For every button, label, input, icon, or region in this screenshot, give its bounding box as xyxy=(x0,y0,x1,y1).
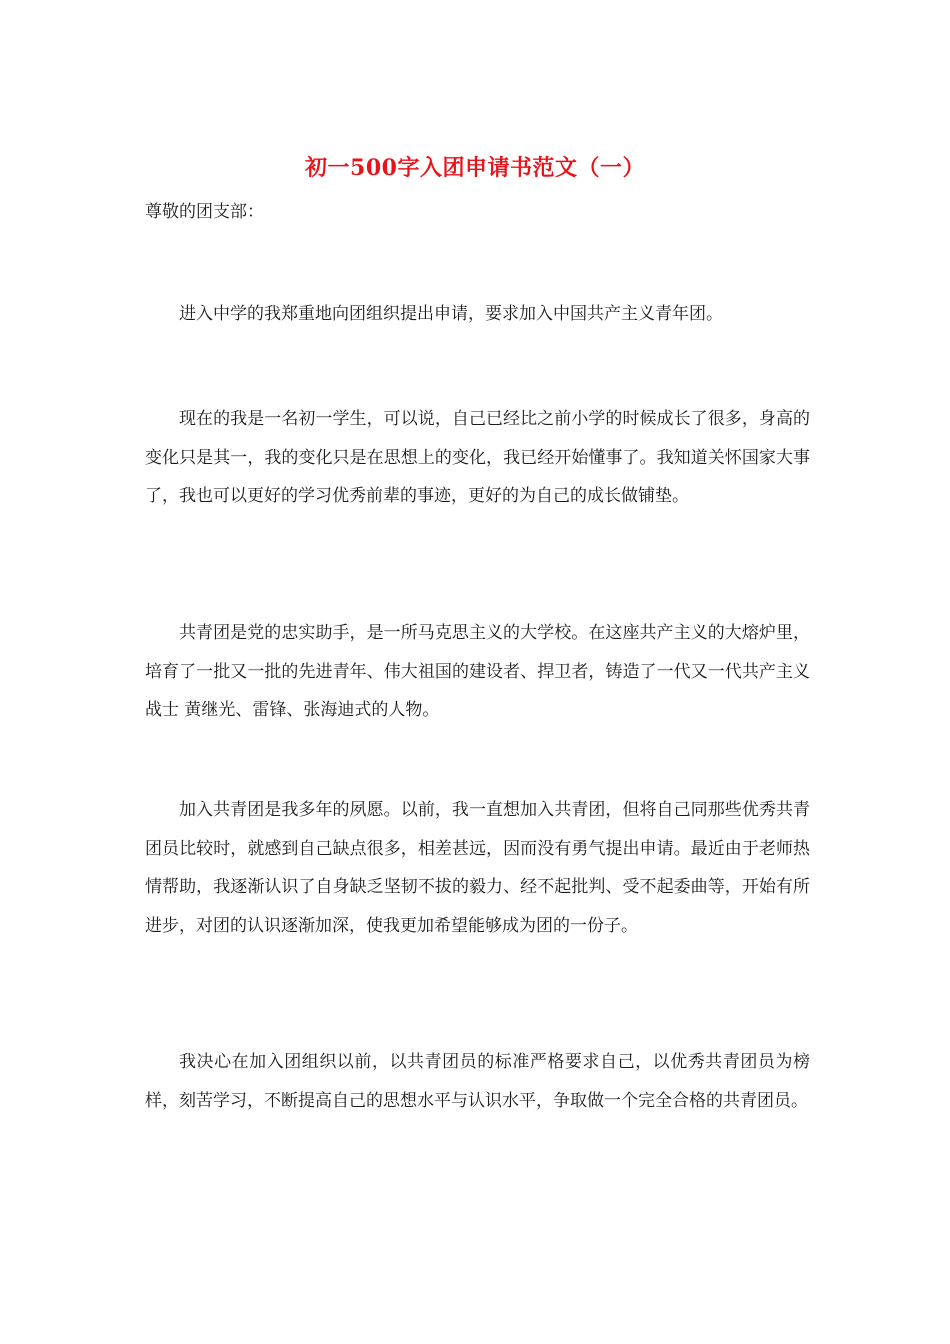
paragraph: 进入中学的我郑重地向团组织提出申请，要求加入中国共产主义青年团。 xyxy=(179,304,723,324)
document-title: 初一500字入团申请书范文（一） xyxy=(305,155,645,181)
paragraph: 我决心在加入团组织以前，以共青团员的标准严格要求自己，以优秀共青团员为榜样，刻苦学习，不断提高自己的思想水平与认识水平，争取做一个完全合格的共青团员。 xyxy=(145,1052,810,1111)
paragraph: 现在的我是一名初一学生，可以说，自己已经比之前小学的时候成长了很多，身高的变化只是其一，我的变化只是在思想上的变化，我已经开始懂事了。我知道关怀国家大事了，我也可以更好的学习优秀前辈的事迹，更好的为自己的成长做铺垫。 xyxy=(145,409,810,506)
paragraph: 加入共青团是我多年的夙愿。以前，我一直想加入共青团，但将自己同那些优秀共青团员比较时，就感到自己缺点很多，相差甚远，因而没有勇气提出申请。最近由于老师热情帮助，我逐渐认识了自身缺乏坚韧不拔的毅力、经不起批判、受不起委曲等，开始有所进步，对团的认识逐渐加深，使我更加希望能够成为团的一份子。 xyxy=(145,800,810,936)
salutation: 尊敬的团支部： xyxy=(145,202,264,222)
paragraph: 共青团是党的忠实助手，是一所马克思主义的大学校。在这座共产主义的大熔炉里，培育了一批又一批的先进青年、伟大祖国的建设者、捍卫者，铸造了一代又一代共产主义战士 黄继光、雷锋、张海迪式的人物。 xyxy=(145,623,810,720)
